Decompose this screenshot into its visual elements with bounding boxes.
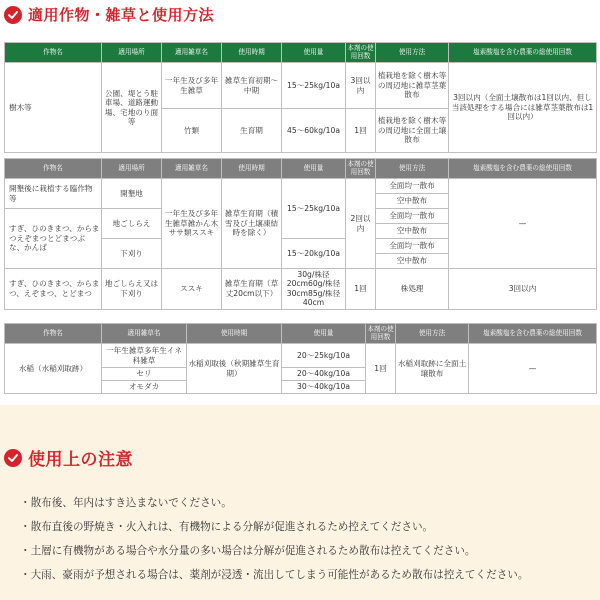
header-time: 使用時期 (222, 43, 282, 63)
check-icon (4, 6, 22, 24)
weed-cell: ススキ (162, 269, 222, 310)
header-total: 塩素酸塩を含む農薬の総使用回数 (449, 43, 597, 63)
total-cell: 3回以内（全面土壌散布は1回以内、但し当該処理をする場合には雑草茎葉散布は1回以内） (449, 63, 597, 153)
weed-cell: オモダカ (102, 381, 187, 394)
crop-cell: 樹木等 (5, 63, 102, 153)
list-item: ・大雨、豪雨が予想される場合は、薬剤が浸透・流出してしまう可能性があるため散布は控えてください。 (20, 569, 529, 581)
crop-cell: すぎ、ひのきまつ、からまつえぞまつとどまつぶな、かんば (5, 209, 102, 269)
notes-panel (0, 405, 600, 600)
method-cell: 空中散布 (376, 224, 449, 239)
amount-cell: 45～60kg/10a (282, 109, 346, 153)
usage-table-rice (4, 323, 597, 394)
header-time: 使用時期 (222, 159, 282, 179)
crop-cell: すぎ、ひのきまつ、からまつ、えぞまつ、とどまつ (5, 269, 102, 310)
header-place: 適用場所 (102, 43, 162, 63)
header-crop: 作物名 (5, 43, 102, 63)
header-crop: 作物名 (5, 159, 102, 179)
header-count: 本剤の使用回数 (366, 324, 396, 344)
total-cell: — (469, 344, 597, 394)
amount-cell: 15～25kg/10a (282, 179, 346, 239)
usage-table-trees (4, 42, 597, 153)
method-cell: 空中散布 (376, 194, 449, 209)
header-weed: 適用雑草名 (102, 324, 187, 344)
list-item: ・散布後、年内はすき込まないでください。 (20, 497, 232, 509)
place-cell: 地ごしらえ (102, 209, 162, 239)
weed-cell: セリ (102, 368, 187, 381)
method-cell: 全面均一散布 (376, 209, 449, 224)
check-icon (4, 449, 22, 467)
method-cell: 空中散布 (376, 254, 449, 269)
amount-cell: 20～40kg/10a (282, 368, 366, 381)
header-method: 使用方法 (376, 43, 449, 63)
header-amount: 使用量 (282, 159, 346, 179)
crop-cell: 水稲（水稲刈取跡） (5, 344, 102, 394)
crop-cell: 開墾後に栽植する臨作物等 (5, 179, 102, 209)
count-cell: 1回 (366, 344, 396, 394)
time-cell: 生育期 (222, 109, 282, 153)
header-weed: 適用雑草名 (162, 43, 222, 63)
method-cell: 水稲刈取跡に全面土壌散布 (396, 344, 469, 394)
weed-cell: 一年生雑草多年生イネ科雑草 (102, 344, 187, 368)
header-crop: 作物名 (5, 324, 102, 344)
section-title-notes: 使用上の注意 (28, 450, 133, 470)
section-header-notes (4, 445, 133, 470)
amount-cell: 15～20kg/10a (282, 239, 346, 269)
total-cell: — (449, 179, 597, 269)
header-method: 使用方法 (396, 324, 469, 344)
time-cell: 雑草生育初期～中期 (222, 63, 282, 109)
place-cell: 開墾地 (102, 179, 162, 209)
list-item: ・散布直後の野焼き・火入れは、有機物による分解が促進されるため控えてください。 (20, 521, 434, 533)
method-cell: 株処理 (376, 269, 449, 310)
weed-cell: 一年生及び多年生雑草 (162, 63, 222, 109)
total-cell: 3回以内 (449, 269, 597, 310)
usage-table-forest (4, 158, 597, 310)
count-cell: 3回以内 (346, 63, 376, 109)
header-total: 塩素酸塩を含む農薬の総使用回数 (449, 159, 597, 179)
header-weed: 適用雑草名 (162, 159, 222, 179)
method-cell: 植栽地を除く樹木等の周辺地に雑草茎葉散布 (376, 63, 449, 109)
amount-cell: 30g/株径20cm60g/株径30cm85g/株径40cm (282, 269, 346, 310)
section-header-usage (4, 4, 214, 25)
place-cell: 下刈り (102, 239, 162, 269)
header-count: 本剤の使用回数 (346, 43, 376, 63)
count-cell: 1回 (346, 269, 376, 310)
list-item: ・土層に有機物がある場合や水分量の多い場合は分解が促進されるため散布は控えてください。 (20, 545, 476, 557)
place-cell: 地ごしらえ又は下刈り (102, 269, 162, 310)
amount-cell: 15～25kg/10a (282, 63, 346, 109)
amount-cell: 30～40kg/10a (282, 381, 366, 394)
time-cell: 雑草生育期（積雪及び土壌凍結時を除く） (222, 179, 282, 269)
header-method: 使用方法 (376, 159, 449, 179)
time-cell: 水稲刈取後（秋期雑草生育期） (187, 344, 282, 394)
method-cell: 全面均一散布 (376, 239, 449, 254)
weed-cell: 竹類 (162, 109, 222, 153)
notes-list (20, 491, 529, 587)
header-place: 適用場所 (102, 159, 162, 179)
count-cell: 2回以内 (346, 179, 376, 269)
header-time: 使用時期 (187, 324, 282, 344)
method-cell: 全面均一散布 (376, 179, 449, 194)
header-count: 本剤の使用回数 (346, 159, 376, 179)
count-cell: 1回 (346, 109, 376, 153)
time-cell: 雑草生育期（草丈20cm以下） (222, 269, 282, 310)
place-cell: 公園、堤とう駐車場、道路運動場、宅地のり面等 (102, 63, 162, 153)
amount-cell: 20～25kg/10a (282, 344, 366, 368)
header-amount: 使用量 (282, 324, 366, 344)
header-total: 塩素酸塩を含む農薬の総使用回数 (469, 324, 597, 344)
section-title-usage: 適用作物・雑草と使用方法 (28, 6, 215, 24)
weed-cell: 一年生及び多年生雑草雑かん木ササ類ススキ (162, 179, 222, 269)
method-cell: 植栽地を除く樹木等の周辺地に全面土壌散布 (376, 109, 449, 153)
header-amount: 使用量 (282, 43, 346, 63)
